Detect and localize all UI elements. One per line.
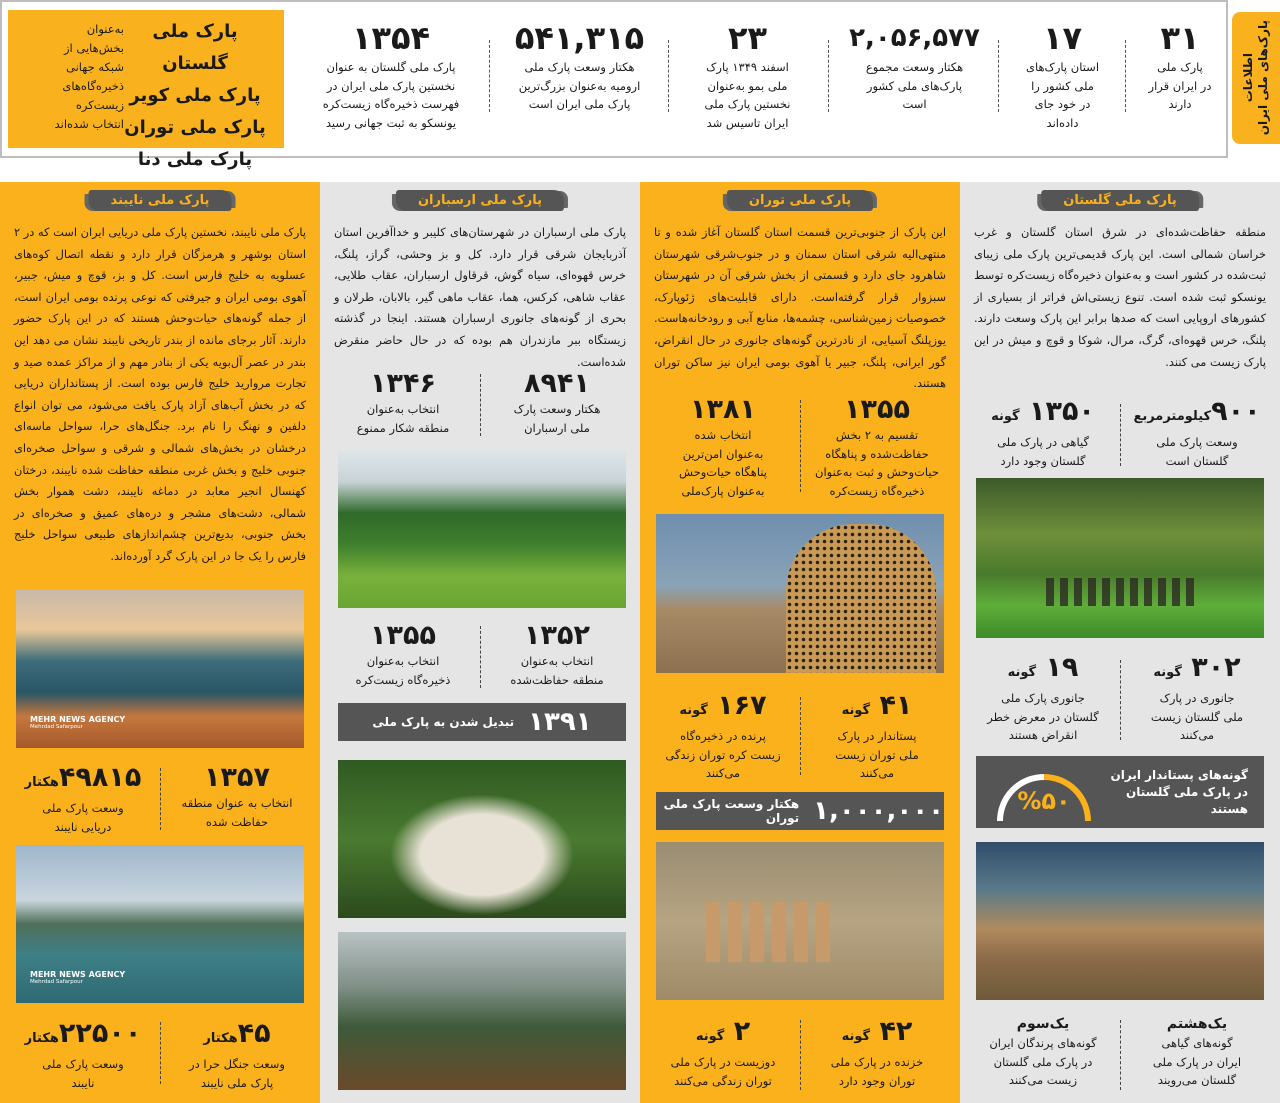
stat-caption: گونه‌های گیاهی ایران در پارک ملی گلستان می‌رویند bbox=[1152, 1036, 1242, 1087]
stat bbox=[802, 394, 952, 500]
divider bbox=[1120, 404, 1121, 466]
top-stat bbox=[492, 18, 667, 114]
divider bbox=[1125, 40, 1126, 112]
stat-number: ۱۳۸۱ bbox=[690, 394, 756, 425]
stat-number bbox=[162, 1018, 312, 1055]
park-name: پارک ملی کویر bbox=[129, 85, 261, 106]
year-label: تبدیل شدن به پارک ملی bbox=[372, 715, 515, 729]
stat-number bbox=[648, 1016, 798, 1053]
stat-value: ۱۹ bbox=[1045, 652, 1079, 683]
stat-unit: گونه bbox=[1007, 665, 1037, 680]
stat-unit: Mehrdad Safarpour bbox=[30, 979, 83, 985]
stat-number: یک‌هشتم bbox=[1166, 1016, 1228, 1032]
stat-number: ۱۳۵۵ bbox=[844, 394, 910, 425]
year-number: ۱۳۹۱ bbox=[528, 707, 592, 737]
stat-number bbox=[1122, 652, 1272, 689]
deer-herd bbox=[1046, 578, 1196, 606]
stat bbox=[1122, 652, 1272, 745]
stat bbox=[968, 396, 1118, 470]
stat-caption: وسعت جنگل حرا در پارک ملی نایبند bbox=[189, 1057, 285, 1090]
biosphere-note: به‌عنوان بخش‌هایی از شبکه جهانی ذخیره‌گاه‌های زیست‌کره انتخاب شده‌اند bbox=[54, 22, 124, 131]
tab-label: اطلاعات پارک‌های ملی ایران bbox=[1241, 20, 1270, 136]
nayband-section bbox=[0, 182, 320, 1103]
stat-number bbox=[1122, 396, 1272, 433]
stat-value: ۲ bbox=[733, 1016, 751, 1047]
stat-caption: جانوری در پارک ملی گلستان زیست می‌کنند bbox=[1150, 691, 1244, 742]
stat-number: ۱۳۵۲ bbox=[524, 620, 590, 651]
section-tab bbox=[1232, 12, 1280, 144]
stat bbox=[968, 1014, 1118, 1090]
stat-value: ۱۶۷ bbox=[717, 690, 767, 721]
stat-unit: گونه bbox=[695, 1029, 725, 1044]
gauge-value: %۵۰ bbox=[1017, 787, 1071, 815]
section-text: منطقه حفاظت‌شده‌ای در شرق استان گلستان و غرب خراسان شمالی است. این پارک قدیمی‌ترین پارک ملی زیبای ثبت‌شده در کشور است و به‌عنوان ذخیره‌گاه زیست‌کره توسط یونسکو ثبت شده است. تنوع زیستی‌اش فراتر از بسیاری از کشورهای اروپایی است که صدها برابر این پارک وسعت دارند. پلنگ، خرس قهوه‌ای، گرگ، مرال، شوکا و قوچ و میش در این پارک زیست می کنند. bbox=[974, 225, 1266, 369]
stat-caption: تقسیم به ۲ بخش حفاظت‌شده و پناهگاه حیات‌وحش و ثبت به‌عنوان ذخیره‌گاه زیست‌کره bbox=[815, 428, 939, 498]
golestan-section bbox=[960, 182, 1280, 1103]
stat-caption: وسعت پارک ملی دریایی نایبند bbox=[42, 801, 124, 834]
gauge-caption: گونه‌های پستاندار ایران در پارک ملی گلستان هستند bbox=[1110, 767, 1248, 816]
divider bbox=[998, 40, 999, 112]
stat-number: ۱۳۵۴ bbox=[351, 19, 431, 57]
area-label: هکتار وسعت پارک ملی توران bbox=[663, 797, 800, 825]
stat-caption: انتخاب شده به‌عنوان امن‌ترین پناهگاه حیات‌وحش به‌عنوان پارک‌ملی bbox=[678, 428, 767, 498]
stat-unit: هکتار bbox=[24, 775, 59, 790]
stat-number bbox=[8, 1018, 158, 1055]
stat-caption: گونه‌های پرندگان ایران در پارک ملی گلستان زیست می‌کنند bbox=[989, 1036, 1097, 1087]
divider bbox=[800, 697, 801, 775]
stat-number: ۱۳۵۷ bbox=[204, 762, 270, 793]
biosphere-park-list bbox=[120, 16, 270, 176]
stat-value: ۴۹۸۱۵ bbox=[58, 762, 142, 793]
stat-number bbox=[802, 690, 952, 727]
stat-number bbox=[802, 1016, 952, 1053]
stat-unit: گونه bbox=[991, 409, 1020, 424]
section-text: پارک ملی ارسباران در شهرستان‌های کلیبر و خداآفرین استان آذربایجان شرقی قرار دارد. کل و بز وحشی، گراز، پلنگ، خرس قهوه‌ای، سیاه گوش، قرقاول ارسباران، عقاب طلایی، عقاب شاهی، کرکس، هما، عقاب ماهی گیر، بالابان، طرلان و بحری از گونه‌های جانوری ارسباران هستند. اینجا در گذشته زیستگاه ببر مازندران هم بوده که در حال حاضر منقرض شده‌است. bbox=[334, 225, 626, 369]
red-deer-photo bbox=[338, 932, 626, 1090]
stat bbox=[162, 762, 312, 831]
stat bbox=[648, 394, 798, 500]
stat-number bbox=[968, 396, 1118, 433]
stat-value: MEHR NEWS AGENCY bbox=[30, 715, 126, 724]
stat-number: ۵۴۱,۳۱۵ bbox=[514, 19, 645, 57]
stat-value: ۹۰۰ bbox=[1211, 396, 1261, 427]
green-hills-photo bbox=[338, 450, 626, 608]
stat-number: ۱۷ bbox=[1042, 19, 1083, 57]
stat-value: MEHR NEWS AGENCY bbox=[30, 970, 126, 979]
area-bar bbox=[656, 792, 944, 830]
watermark bbox=[30, 970, 125, 985]
stat-number bbox=[8, 762, 158, 799]
stat-caption: پارک ملی گلستان به عنوان نخستین پارک ملی ایران در فهرست ذخیره‌گاه زیست‌کره یونسکو به ثبت جهانی رسید bbox=[322, 60, 460, 130]
percentage-gauge bbox=[992, 759, 1096, 825]
area-number: ۱,۰۰۰,۰۰۰ bbox=[813, 796, 944, 826]
stat-caption: انتخاب به‌عنوان منطقه حفاظت‌شده bbox=[510, 654, 604, 687]
national-park-year-bar bbox=[338, 703, 626, 741]
stat-caption: جانوری پارک ملی گلستان در معرض خطر انقراض هستند bbox=[987, 691, 1099, 742]
stat-caption: هکتار وسعت پارک ملی ارومیه به‌عنوان بزرگ‌ترین پارک ملی ایران است bbox=[518, 60, 641, 111]
stat-number: ۱۳۴۶ bbox=[370, 368, 436, 399]
stat-value: ۱۳۵۰ bbox=[1028, 396, 1095, 427]
cheetah-photo bbox=[656, 514, 944, 673]
mushrooms-photo bbox=[338, 760, 626, 918]
stat-unit: گونه bbox=[679, 703, 708, 718]
stat-caption: انتخاب به‌عنوان منطقه شکار ممنوع bbox=[356, 402, 450, 435]
divider bbox=[828, 40, 829, 112]
divider bbox=[480, 626, 481, 688]
stat-unit: هکتار bbox=[203, 1031, 238, 1046]
stat bbox=[482, 620, 632, 689]
park-name: پارک ملی گلستان bbox=[152, 21, 238, 74]
stat-caption: انتخاب به‌عنوان ذخیره‌گاه زیست‌کره bbox=[355, 654, 451, 687]
section-title: پارک ملی نایبند bbox=[89, 190, 232, 211]
stat-caption: اسفند ۱۳۴۹ پارک ملی بمو به‌عنوان نخستین پارک ملی ایران تاسیس شد bbox=[704, 60, 791, 130]
stat-number: ۸۹۴۱ bbox=[524, 368, 590, 399]
stat-value: ۴۲ bbox=[879, 1016, 913, 1047]
stat-caption: وسعت پارک ملی گلستان است bbox=[1156, 435, 1238, 468]
stat bbox=[8, 1018, 158, 1092]
stat-unit: گونه bbox=[1153, 665, 1182, 680]
gazelle-herd bbox=[706, 902, 836, 962]
stat-number: یک‌سوم bbox=[1016, 1016, 1070, 1032]
stat bbox=[162, 1018, 312, 1092]
stat-caption: پستاندار در پارک ملی توران زیست می‌کنند bbox=[835, 729, 919, 780]
divider bbox=[800, 1020, 801, 1090]
park-name: پارک ملی توران bbox=[124, 117, 266, 138]
divider bbox=[160, 768, 161, 830]
stat-caption: پرنده در ذخیره‌گاه زیست کره توران زندگی می‌کنند bbox=[665, 729, 781, 780]
stat bbox=[648, 1016, 798, 1090]
stat-value: ۴۱ bbox=[879, 690, 913, 721]
watermark bbox=[30, 715, 125, 730]
stat-number: ۲,۰۵۶,۵۷۷ bbox=[849, 23, 980, 53]
stat bbox=[328, 368, 478, 437]
divider bbox=[1120, 660, 1121, 740]
section-title: پارک ملی ارسباران bbox=[396, 190, 564, 211]
stat-value: ۳۰۲ bbox=[1191, 652, 1241, 683]
stat bbox=[648, 690, 798, 783]
biosphere-box bbox=[8, 10, 284, 170]
divider bbox=[800, 400, 801, 492]
section-text: پارک ملی نایبند، نخستین پارک ملی دریایی ایران است که در ۲ استان بوشهر و هرمزگان قرار دارد و نقطه اتصال کوه‌های عسلویه به خلیج فارس است. کل و بز، قوچ و میش، جبیر، آهوی بومی ایران و جیرفتی که نوعی پرنده بومی ایران است، از جمله گونه‌های حیات‌وحش هستند که در این پارک حضور دارند. آثار برجای مانده از بندر تاریخی نایبند نشان می دهد این بندر در عصر آل‌بویه یکی از بنادر مهم و از مراکز عمده صید و تجارت مروارید خلیج فارس بوده است. از پستانداران دریایی که در بخش آب‌های آزاد پارک یافت می‌شود، می توان انواع دلفین و نهنگ را نام برد. جنگل‌های حرا، سواحل ماسه‌ای درخشان در بخش‌های شمالی و شرقی و سواحل صخره‌ای جنوبی خلیج و بخش غربی منطقه حفاظت شده نایبند، درختان کهنسال انجیر معابد در دماغه نایبند، دشت هموار بخش شمالی، دشت‌های مشجر و دره‌های عمیق و صخره‌ای در بخش جنوبی، بدیع‌ترین چشم‌اندازهای طبیعی سواحل خلیج فارس را یک جا در این پارک گرد آورده‌اند. bbox=[14, 225, 306, 563]
stat-caption: دوزیست در پارک ملی توران زندگی می‌کنند bbox=[670, 1055, 776, 1088]
turan-section bbox=[640, 182, 960, 1103]
stat-number: ۲۳ bbox=[727, 19, 768, 57]
stat-value: ۴۵ bbox=[237, 1018, 271, 1049]
stat bbox=[968, 652, 1118, 745]
section-title: پارک ملی توران bbox=[727, 190, 873, 211]
stat-caption: پارک ملی در ایران قرار دارند bbox=[1148, 60, 1212, 111]
arasbaran-section bbox=[320, 182, 640, 1103]
divider bbox=[160, 1022, 161, 1084]
stat-number: ۳۱ bbox=[1160, 19, 1200, 57]
section-text: این پارک از جنوبی‌ترین قسمت استان گلستان آغاز شده و تا منتهی‌الیه شرقی استان سمنان و در جنوب‌شرقی شهرستان شاهرود جای دارد و قسمتی از بخش شرقی آن در شهرستان سبزوار قرار گرفته‌است. دارای قابلیت‌های ژئوپارک، خصوصیات زمین‌شناسی، چشمه‌ها، منابع آبی و رودخانه‌هاست. یوزپلنگ آسیایی، از نادرترین گونه‌های جانوری در حال انقراض، گور ایرانی، پلنگ، جبیر یا آهوی بومی ایران نیز ساکن توران هستند. bbox=[654, 225, 946, 391]
section-title: پارک ملی گلستان bbox=[1041, 190, 1199, 211]
stat bbox=[802, 690, 952, 783]
stat bbox=[8, 762, 158, 836]
stat-caption: گیاهی در پارک ملی گلستان وجود دارد bbox=[997, 435, 1089, 468]
stat bbox=[482, 368, 632, 437]
divider bbox=[489, 40, 490, 112]
forest-deer-photo bbox=[976, 478, 1264, 638]
stat-caption: هکتار وسعت مجموع پارک‌های ملی کشور است bbox=[865, 60, 964, 111]
stat-caption: انتخاب به عنوان منطقه حفاظت شده bbox=[181, 796, 293, 829]
stat-unit: گونه bbox=[841, 1029, 871, 1044]
divider bbox=[480, 374, 481, 436]
top-stat bbox=[670, 18, 825, 132]
gazelles-photo bbox=[656, 842, 944, 1000]
ibex-rocks-photo bbox=[976, 842, 1264, 1000]
cheetah bbox=[786, 524, 936, 673]
divider bbox=[1120, 1020, 1121, 1090]
stat-caption: هکتار وسعت پارک ملی ارسباران bbox=[513, 402, 601, 435]
top-stat bbox=[1000, 18, 1125, 132]
stat-unit: کیلومترمربع bbox=[1133, 409, 1212, 424]
stat-number bbox=[648, 690, 798, 727]
stat bbox=[802, 1016, 952, 1090]
stat-value: ۲۲۵۰۰ bbox=[58, 1018, 142, 1049]
mangrove-bay-photo bbox=[16, 845, 304, 1003]
stat bbox=[1122, 1014, 1272, 1090]
park-name: پارک ملی دنا bbox=[137, 149, 253, 170]
coastal-cliffs-photo bbox=[16, 590, 304, 748]
stat-unit: گونه bbox=[841, 703, 871, 718]
stat-number: ۱۳۵۵ bbox=[370, 620, 436, 651]
top-stat bbox=[832, 18, 997, 114]
stat-number bbox=[968, 652, 1118, 689]
stat-caption: استان پارک‌های ملی کشور را در خود جای داده‌اند bbox=[1025, 60, 1100, 130]
stat-caption: وسعت پارک ملی نایبند bbox=[42, 1057, 124, 1090]
top-stat bbox=[296, 18, 486, 132]
mammal-percentage-box bbox=[976, 756, 1264, 828]
stat-caption: خزنده در پارک ملی توران وجود دارد bbox=[830, 1055, 924, 1088]
stat-unit: هکتار bbox=[24, 1031, 59, 1046]
stat bbox=[1122, 396, 1272, 470]
stat-unit: Mehrdad Safarpour bbox=[30, 724, 83, 730]
stat bbox=[328, 620, 478, 689]
top-stat bbox=[1130, 18, 1230, 114]
divider bbox=[668, 40, 669, 112]
